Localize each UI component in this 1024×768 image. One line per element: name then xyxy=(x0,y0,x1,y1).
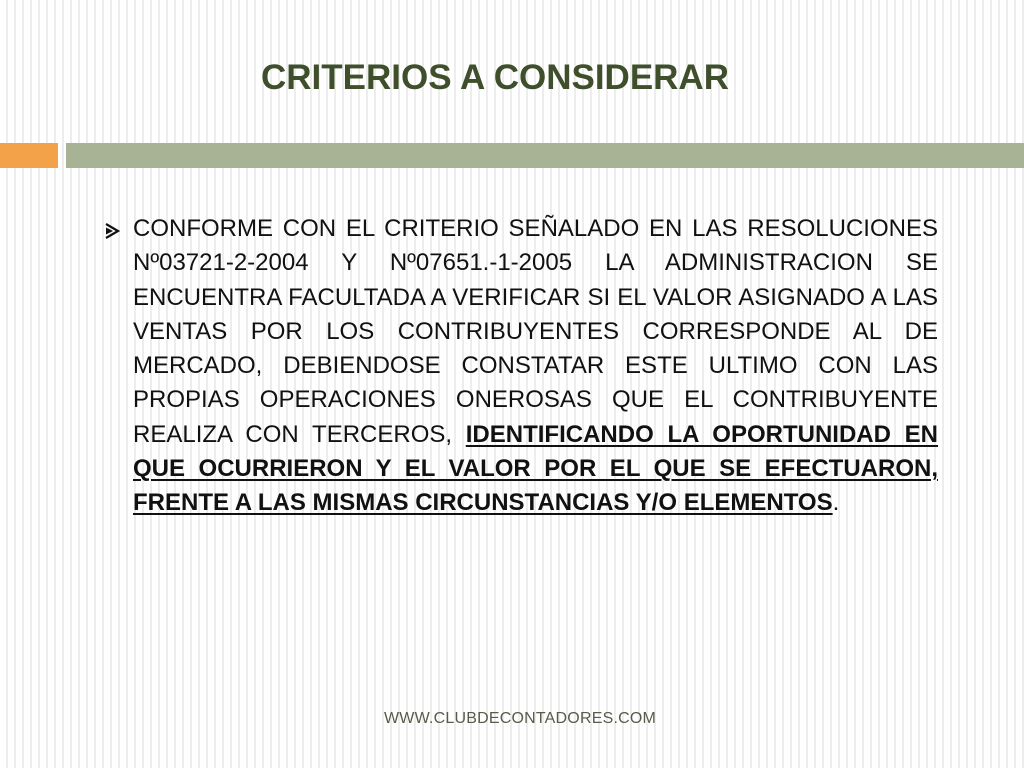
bullet-text-plain: CONFORME CON EL CRITERIO SEÑALADO EN LAS RESOLUCIONES Nº03721-2-2004 Y Nº07651.-1-2005 LA ADMINISTRACION SE ENCUENTRA FACULTADA A VERIFICAR SI EL VALOR ASIGNADO A LAS VENTAS POR LOS CONTRIBUYENTES CORRESPONDE AL DE MERCADO, DEBIENDOSE CONSTATAR ESTE ULTIMO CON LAS PROPIAS OPERACIONES ONEROSAS QUE EL CONTRIBUYENTE REALIZA CON TERCEROS, xyxy=(133,215,938,448)
slide-content xyxy=(93,212,938,521)
bullet-text-end: . xyxy=(832,489,840,517)
bullet-item xyxy=(93,212,938,521)
bullet-text-emphasis: IDENTIFICANDO LA OPORTUNIDAD EN QUE OCURRIERON Y EL VALOR POR EL QUE SE EFECTUARON, FRENTE A LAS MISMAS CIRCUNSTANCIAS Y/O ELEMENTOS xyxy=(133,420,938,517)
accent-bar-green xyxy=(66,143,1024,168)
footer-website: WWW.CLUBDECONTADORES.COM xyxy=(383,710,657,727)
arrow-bullet-icon xyxy=(103,223,123,239)
slide-title: CRITERIOS A CONSIDERAR xyxy=(261,58,729,97)
accent-bar-orange xyxy=(0,143,58,168)
bullet-text xyxy=(133,212,938,521)
